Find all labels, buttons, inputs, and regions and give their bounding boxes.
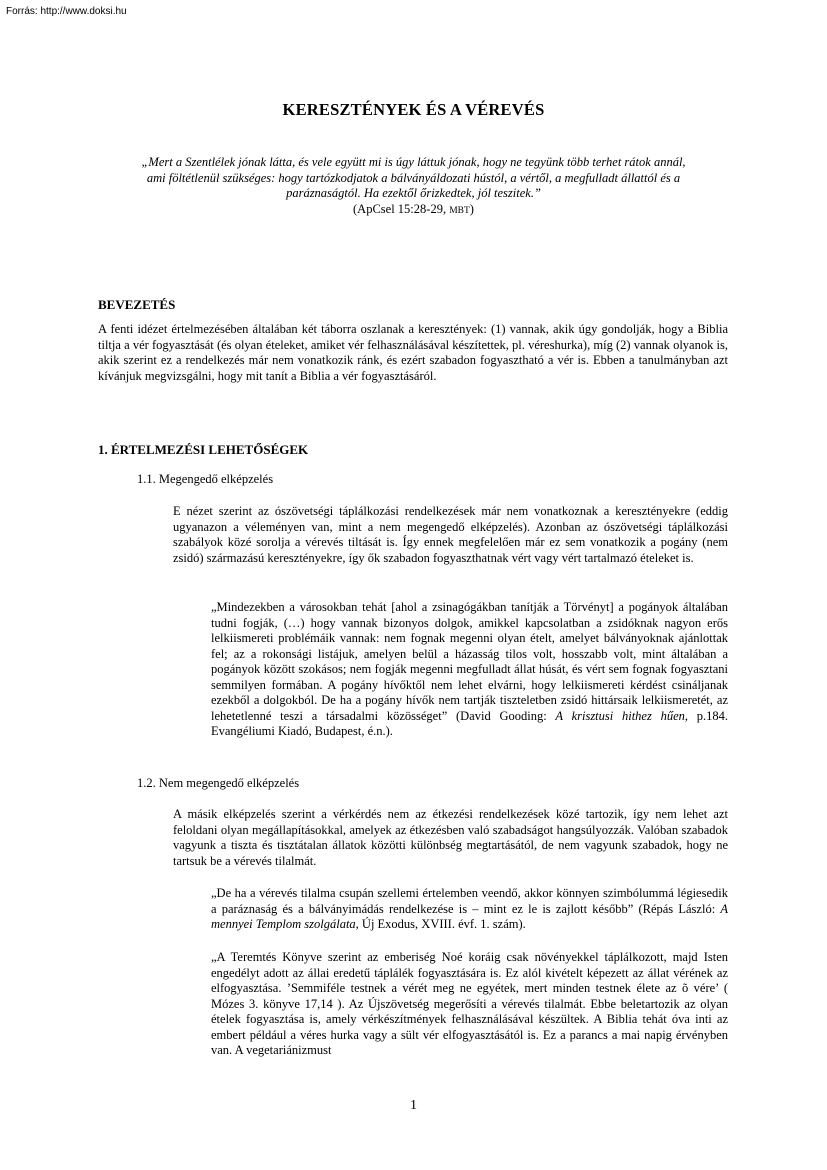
section-1-1-quote-book: A krisztusi hithez hűen — [555, 708, 685, 723]
section-1-1-quote-text: „Mindezekben a városokban tehát [ahol a zsinagógákban tanítják a Törvényt] a pogányok általában tudni fogják, (…) hogy vannak bizonyos dolgok, amikkel kapcsolatban a zsidóknak nagyon erős lelkiismereti problémáik vannak: nem fognak megenni olyan ételt, amelyet bálványoknak ajánlottak fel; az a rokonsági listájuk, amelyen belül a házasság tilos volt, hosszabb volt, mint általában a pogányok között szokásos; nem fogják megenni megfulladt állat húsát, és vért sem fognak fogyasztani semmilyen formában. A pogány hívőktől nem lehet elvárni, hogy lelkiismereti kérdést csináljanak ezekből a dolgokból. De ha a pogány hívők nem tartják tiszteletben zsidó hittársaik lelkiismeretét, az lehetetlenné teszi a társadalmi közösséget” (David Gooding: — [211, 600, 728, 723]
epigraph-reference-text: (ApCsel 15:28-29, — [353, 201, 447, 216]
intro-heading: BEVEZETÉS — [98, 297, 176, 312]
section-1-2-quote-1-tail: , Új Exodus, XVIII. évf. 1. szám). — [355, 917, 526, 931]
section-1-1-paragraph: E nézet szerint az ószövetségi táplálkozási rendelkezések már nem vonatkoznak a keresztényekre (eddig ugyanazon a véleményen van, mint a nem megengedő elképzelés). Azonban az ószövetségi táplálkozási szabályok közé sorolja a vérevés tiltását is. Így ennek megfelelően már ez sem vonatkozik a pogány (nem zsidó) származású keresztényekre, így ők szabadon fogyaszthatnak vért vagy vért tartalmazó ételeket is. — [173, 504, 728, 565]
section-1-2-quote-2: „A Teremtés Könyve szerint az emberiség Noé koráig csak növényekkel táplálkozott, majd Isten engedélyt adott az állai eredetű táplálék fogyasztására is. Ez alól kivételt képezett az állat vérének az elfogyasztása. ’Semmiféle testnek a vérét meg ne egyétek, mert minden testnek élete az õ vére’ ( Mózes 3. könyve 17,14 ). Az Újszövetség megerősíti a vérevés tilalmát. Ebbe beletartozik az olyan ételek fogyasztása is, amely vérkészítmények felhasználásával készültek. A Biblia tehát óva inti az embert például a véres hurka vagy a sült vér elfogyasztásától is. Ez a parancs a mai napig érvényben van. A vegetariánizmust — [211, 950, 728, 1057]
section-1-2-quote-1 — [211, 886, 728, 933]
epigraph — [140, 155, 687, 219]
epigraph-reference-version: MBT — [449, 205, 470, 216]
intro-paragraph: A fenti idézet értelmezésében általában két táborra oszlanak a keresztények: (1) vannak, akik úgy gondolják, hogy a Biblia tiltja a vér fogyasztását (és olyan ételeket, amiket vér felhasználásával készítettek, pl. véreshurka), míg (2) vannak olyanok is, akik szerint ez a rendelkezés már nem vonatkozik ránk, és ezért szabadon fogyasztható a vér is. Ebben a tanulmányban azt kívánjuk megvizsgálni, hogy mit tanít a Biblia a vér fogyasztásáról. — [98, 322, 728, 383]
epigraph-quote: „Mert a Szentlélek jónak látta, és vele együtt mi is úgy láttuk jónak, hogy ne tegyünk több terhet rátok annál, ami föltétlenül szükséges: hogy tartózkodjatok a bálványáldozati hústól, a vértől, a megfulladt állattól és a paráznaságtól. Ha ezektől őrizkedtek, jól teszitek.” — [141, 155, 686, 201]
source-line: Forrás: http://www.doksi.hu — [6, 6, 127, 17]
section-1-2-quote-1-book: A mennyei Templom szolgálata — [211, 901, 729, 931]
section-1-2-heading: 1.2. Nem megengedő elképzelés — [137, 776, 300, 790]
page-number: 1 — [410, 1098, 417, 1113]
section-1-1-quote — [211, 600, 728, 740]
epigraph-reference-close: ) — [469, 201, 474, 216]
section-1-1-quote-tail: , p.184. Evangéliumi Kiadó, Budapest, é.n.). — [211, 708, 729, 738]
epigraph-reference — [140, 202, 687, 220]
document-title: KERESZTÉNYEK ÉS A VÉREVÉS — [282, 100, 545, 119]
section-1-2-quote-1-text: „De ha a vérevés tilalma csupán szellemi értelemben veendő, akkor könnyen szimbólummá légiesedik a paráznaság és a bálványimádás rendelkezése is – mint ez le is zajlott később” (Répás László: — [211, 886, 728, 916]
section-1-heading: 1. ÉRTELMEZÉSI LEHETŐSÉGEK — [98, 442, 309, 457]
section-1-2-paragraph: A másik elképzelés szerint a vérkérdés nem az étkezési rendelkezések közé tartozik, így nem lehet azt feloldani olyan megállapításokkal, amelyek az étkezésben való szabadságot hangsúlyozzák. Valóban szabadok vagyunk a tiszta és tisztátalan állatok közötti különbség megtartásától, de nem vagyunk szabadok, hogy ne tartsuk be a vérevés tilalmát. — [173, 807, 728, 868]
section-1-1-heading: 1.1. Megengedő elképzelés — [137, 472, 274, 486]
